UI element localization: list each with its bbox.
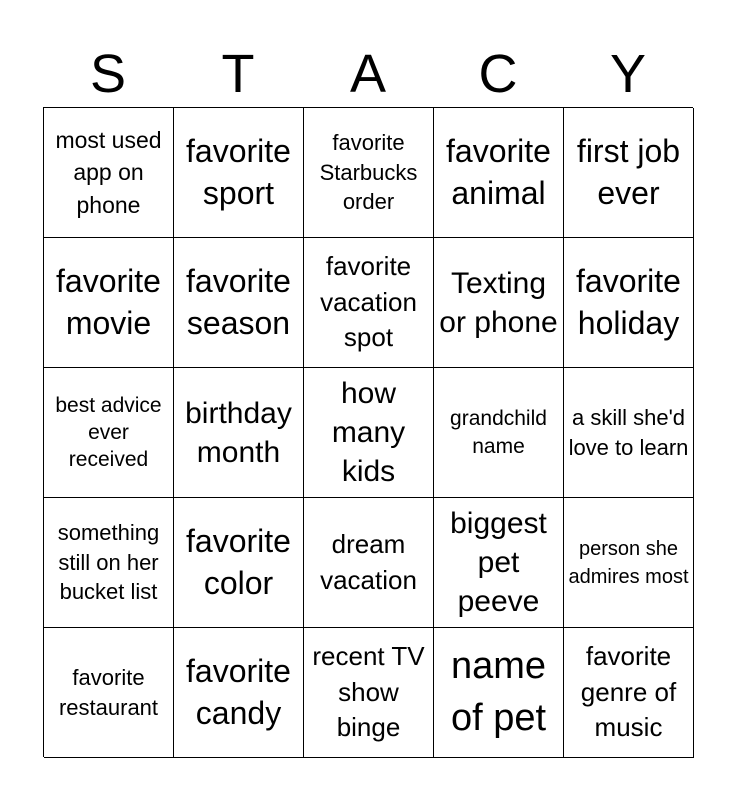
bingo-cell[interactable]: grandchild name [434, 368, 564, 498]
bingo-header [43, 40, 693, 108]
header-letter-4: C [478, 44, 518, 104]
bingo-cell[interactable]: favorite movie [44, 238, 174, 368]
bingo-cell[interactable]: favorite season [174, 238, 304, 368]
bingo-grid [43, 107, 693, 757]
bingo-cell[interactable]: something still on her bucket list [44, 498, 174, 628]
bingo-cell[interactable]: favorite sport [174, 108, 304, 238]
bingo-cell[interactable]: favorite genre of music [564, 628, 694, 758]
bingo-cell[interactable]: favorite Starbucks order [304, 108, 434, 238]
bingo-cell[interactable]: recent TV show binge [304, 628, 434, 758]
bingo-cell[interactable]: Texting or phone [434, 238, 564, 368]
bingo-cell[interactable]: person she admires most [564, 498, 694, 628]
bingo-cell[interactable]: a skill she'd love to learn [564, 368, 694, 498]
bingo-cell[interactable]: birthday month [174, 368, 304, 498]
bingo-cell[interactable]: how many kids [304, 368, 434, 498]
bingo-cell[interactable]: favorite holiday [564, 238, 694, 368]
bingo-cell[interactable]: best advice ever received [44, 368, 174, 498]
header-letter-3: A [349, 44, 387, 104]
header-letter-2: T [221, 44, 255, 104]
bingo-cell[interactable]: name of pet [434, 628, 564, 758]
bingo-cell[interactable]: favorite vacation spot [304, 238, 434, 368]
bingo-cell[interactable]: favorite animal [434, 108, 564, 238]
header-letter-1: S [89, 44, 127, 104]
bingo-cell[interactable]: favorite candy [174, 628, 304, 758]
bingo-cell[interactable]: first job ever [564, 108, 694, 238]
bingo-cell[interactable]: dream vacation [304, 498, 434, 628]
bingo-cell[interactable]: biggest pet peeve [434, 498, 564, 628]
header-letter-5: Y [609, 44, 647, 104]
bingo-cell[interactable]: favorite restaurant [44, 628, 174, 758]
bingo-cell[interactable]: most used app on phone [44, 108, 174, 238]
bingo-cell[interactable]: favorite color [174, 498, 304, 628]
